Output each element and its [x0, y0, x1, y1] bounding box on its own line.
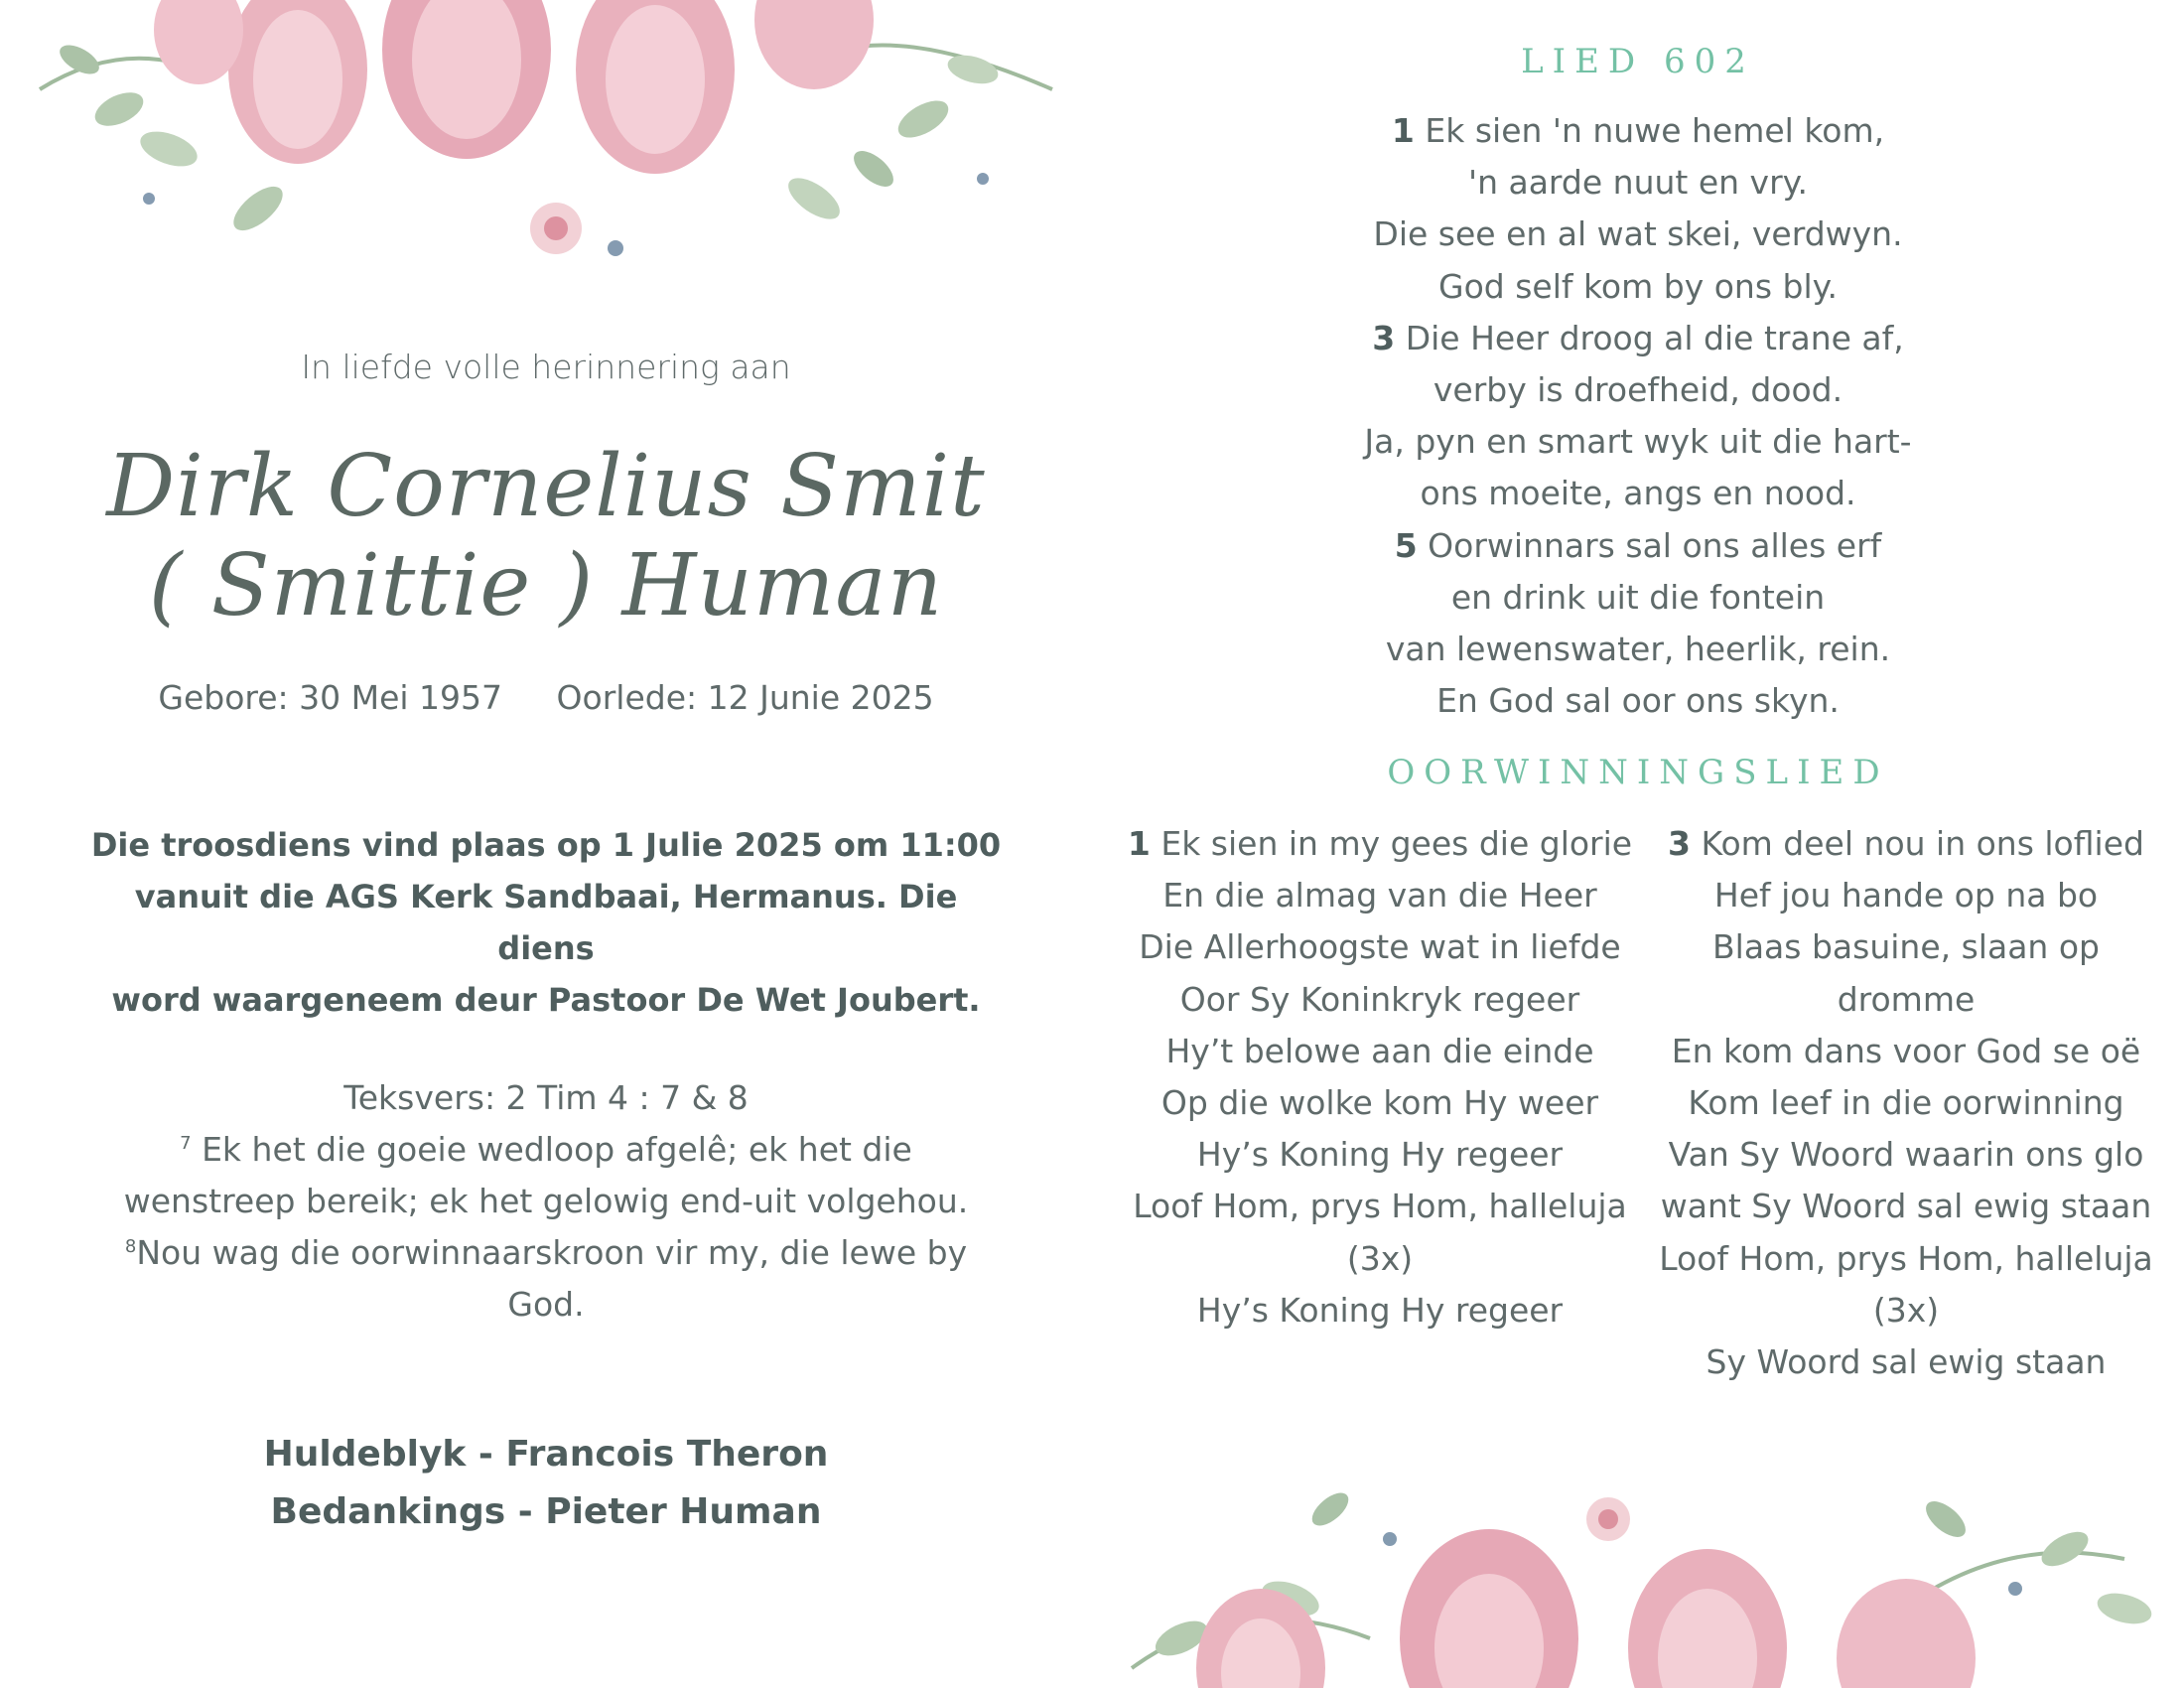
lyric-line	[1112, 870, 1648, 921]
song-column-1	[1112, 818, 1648, 1336]
lyric-line	[1112, 974, 1648, 1026]
lyric-text: dromme	[1837, 979, 1976, 1019]
verse-number: 1	[1391, 111, 1415, 150]
protea-floral-bottom-illustration	[1092, 1410, 2184, 1688]
lyric-text: Hy’s Koning Hy regeer	[1196, 1290, 1564, 1330]
lyric-text: Sy Woord sal ewig staan	[1706, 1341, 2107, 1381]
lyric-text: Kom leef in die oorwinning	[1688, 1082, 2124, 1122]
lyric-text: Van Sy Woord waarin ons glo	[1668, 1135, 2144, 1175]
lyric-text: Hy’t belowe aan die einde	[1165, 1031, 1594, 1070]
verse-number: 3	[1372, 318, 1396, 357]
scripture-verse-7-cont: wenstreep bereik; ek het gelowig end-uit volgehou.	[123, 1182, 969, 1220]
lyric-text: Ek sien 'n nuwe hemel kom,	[1414, 111, 1885, 150]
lyric-line	[1112, 1181, 1648, 1232]
deceased-name-line2: ( Smittie ) Human	[148, 536, 944, 635]
lyric-text: Hy’s Koning Hy regeer	[1196, 1135, 1564, 1175]
lyric-line	[1112, 1026, 1648, 1077]
lyric-line	[1648, 818, 2164, 870]
scripture-verse-8-cont: God.	[507, 1285, 585, 1324]
lyric-line	[1092, 364, 2184, 416]
lyric-line	[1092, 313, 2184, 364]
protea-floral-top-illustration	[0, 0, 1092, 298]
tribute-line: Huldeblyk - Francois Theron	[263, 1434, 829, 1475]
service-line: vanuit die AGS Kerk Sandbaai, Hermanus. Die diens	[134, 878, 958, 967]
lyric-text: God self kom by ons bly.	[1438, 266, 1838, 306]
lyric-line	[1092, 520, 2184, 572]
lyric-line	[1112, 1285, 1648, 1336]
lyric-line	[1112, 1129, 1648, 1181]
service-line: word waargeneem deur Pastoor De Wet Joubert.	[111, 981, 981, 1019]
lyric-text: En God sal oor ons skyn.	[1436, 681, 1840, 721]
lyric-line	[1648, 921, 2164, 973]
lyric-line	[1648, 1181, 2164, 1232]
lyric-text: En kom dans voor God se oë	[1671, 1031, 2141, 1070]
lyric-line	[1112, 818, 1648, 870]
song-column-2	[1648, 818, 2164, 1388]
verse-number: 3	[1668, 824, 1691, 863]
lyric-text: van lewenswater, heerlik, rein.	[1385, 629, 1891, 668]
lyric-line	[1112, 1077, 1648, 1129]
lyric-line	[1092, 468, 2184, 519]
lyric-line	[1648, 1129, 2164, 1181]
lyric-text: want Sy Woord sal ewig staan	[1660, 1187, 2152, 1226]
lyric-line	[1112, 1233, 1648, 1285]
lyric-line	[1092, 572, 2184, 624]
verse-number: 5	[1394, 525, 1418, 565]
lyric-line	[1092, 261, 2184, 313]
lyric-text: (3x)	[1346, 1238, 1414, 1278]
service-line: Die troosdiens vind plaas op 1 Julie 2025 om 11:00	[90, 826, 1002, 864]
lyric-line	[1648, 1233, 2164, 1285]
song-title: OORWINNINGSLIED	[1387, 753, 1889, 792]
lyric-text: Loof Hom, prys Hom, halleluja	[1133, 1187, 1627, 1226]
death-date: Oorlede: 12 Junie 2025	[556, 678, 934, 717]
lyric-line	[1092, 416, 2184, 468]
lyric-text: Hef jou hande op na bo	[1713, 876, 2099, 915]
lyric-text: Die Allerhoogste wat in liefde	[1139, 927, 1621, 967]
lyric-text: ons moeite, angs en nood.	[1420, 474, 1856, 513]
lyric-line	[1092, 105, 2184, 157]
lyric-text: Ja, pyn en smart wyk uit die hart-	[1364, 422, 1912, 462]
lyric-line	[1112, 921, 1648, 973]
lyric-text: Ek sien in my gees die glorie	[1150, 824, 1633, 863]
lyric-line	[1092, 675, 2184, 727]
lyric-text: (3x)	[1872, 1290, 1940, 1330]
lyric-text: verby is droefheid, dood.	[1433, 369, 1843, 409]
lyric-line	[1648, 1285, 2164, 1336]
scripture-reference: Teksvers: 2 Tim 4 : 7 & 8	[343, 1078, 749, 1117]
lyric-line	[1092, 157, 2184, 209]
deceased-name-line1: Dirk Cornelius Smit	[106, 437, 986, 536]
lyric-line	[1648, 1336, 2164, 1388]
lyric-text: Loof Hom, prys Hom, halleluja	[1659, 1238, 2153, 1278]
lyric-text: Op die wolke kom Hy weer	[1160, 1082, 1599, 1122]
lyric-line	[1092, 209, 2184, 260]
lyric-text: Kom deel nou in ons loflied	[1691, 824, 2144, 863]
lyric-text: Blaas basuine, slaan op	[1712, 927, 2100, 967]
verse-number: 7	[180, 1133, 192, 1154]
lyric-line	[1092, 624, 2184, 675]
life-dates	[0, 678, 1092, 717]
hymn-title: LIED 602	[1521, 42, 1755, 81]
thanks-line: Bedankings - Pieter Human	[270, 1491, 822, 1532]
verse-number: 8	[124, 1236, 137, 1257]
lyric-line	[1648, 974, 2164, 1026]
memorial-intro: In liefde volle herinnering aan	[301, 348, 791, 386]
lyric-line	[1648, 1077, 2164, 1129]
verse-number: 1	[1127, 824, 1151, 863]
lyric-text: Oor Sy Koninkryk regeer	[1179, 979, 1580, 1019]
scripture-verse-8: $^8$Nou wag die oorwinnaarskroon vir my, die lewe by	[124, 1233, 968, 1272]
scripture-verse-7: $^7$ Ek het die goeie wedloop afgelê; ek het die	[180, 1130, 912, 1169]
hymn-lyrics	[1092, 105, 2184, 727]
birth-date: Gebore: 30 Mei 1957	[158, 678, 503, 717]
lyric-text: 'n aarde nuut en vry.	[1468, 163, 1808, 203]
scripture-block	[99, 1072, 993, 1331]
lyric-text: en drink uit die fontein	[1450, 577, 1826, 617]
lyric-text: Die see en al wat skei, verdwyn.	[1373, 214, 1903, 254]
lyric-text: Die Heer droog al die trane af,	[1395, 318, 1904, 357]
lyric-line	[1648, 870, 2164, 921]
lyric-text: Oorwinnars sal ons alles erf	[1417, 525, 1882, 565]
service-details	[89, 819, 1003, 1026]
lyric-line	[1648, 1026, 2164, 1077]
lyric-text: En die almag van die Heer	[1162, 876, 1597, 915]
